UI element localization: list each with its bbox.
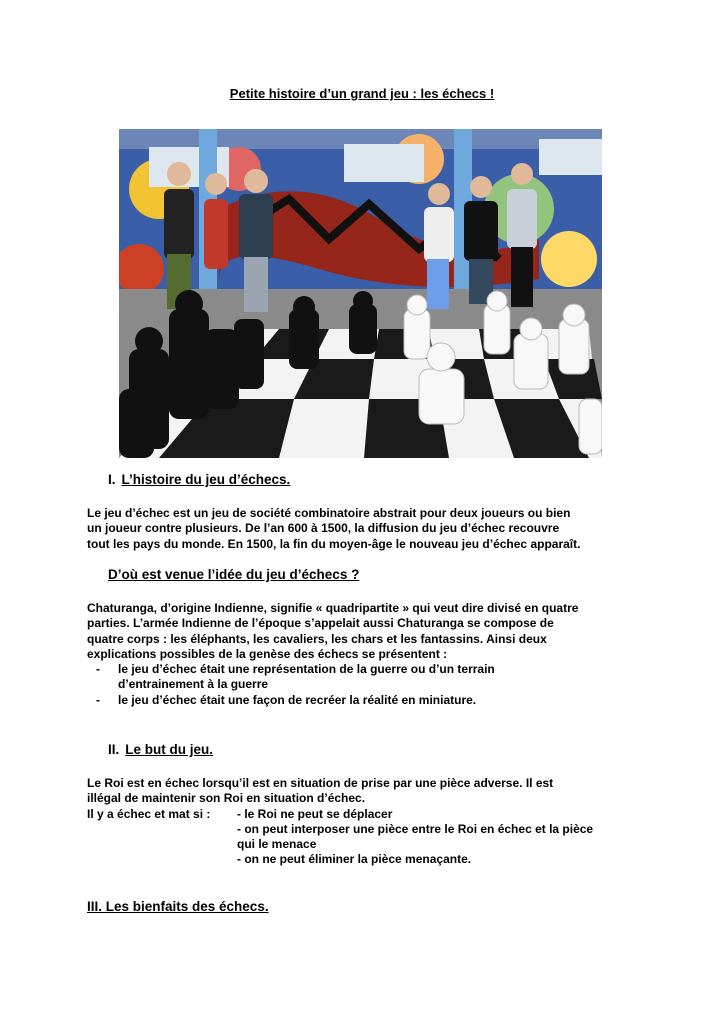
section-1b-title: D’où est venue l’idée du jeu d’échecs ? [108,567,360,582]
bullet-dash: - [96,662,100,676]
bullet-text: le jeu d’échec était une façon de recréer la réalité en miniature. [118,693,477,707]
section-1-title: L’histoire du jeu d’échecs. [121,472,291,487]
section-1-number: I. [108,472,116,487]
mat-item: - le Roi ne peut se déplacer [237,807,393,821]
section-1-heading [108,472,290,487]
mat-label: Il y a échec et mat si : [87,807,211,821]
paragraph-line: tout les pays du monde. En 1500, la fin du moyen-âge le nouveau jeu d’échec apparaît. [87,536,581,551]
section-2-paragraph [87,776,647,807]
bullet-text: le jeu d’échec était une représentation de la guerre ou d’un terrain [118,662,495,676]
section-2-number: II. [108,742,120,757]
section-2-heading [108,742,213,757]
bullet-text: d’entrainement à la guerre [118,677,269,692]
paragraph-line: Le jeu d’échec est un jeu de société combinatoire abstrait pour deux joueurs ou bien [87,506,571,520]
paragraph-line: explications possibles de la genèse des échecs se présentent : [87,647,448,662]
paragraph-line: un joueur contre plusieurs. De l’an 600 à 1500, la diffusion du jeu d’échec recouvre [87,521,560,536]
paragraph-line: quatre corps : les éléphants, les cavaliers, les chars et les fantassins. Ainsi deux [87,631,547,646]
section-2-title: Le but du jeu. [125,742,214,757]
paragraph-line: Chaturanga, d’origine Indienne, signifie « quadripartite » qui veut dire divisé en quatre [87,601,579,615]
section-1-paragraph [87,506,647,552]
mat-item: - on ne peut éliminer la pièce menaçante. [237,852,472,866]
paragraph-line: Le Roi est en échec lorsqu’il est en situation de prise par une pièce adverse. Il est [87,776,554,790]
section-1b-heading [108,567,359,582]
page-title: Petite histoire d’un grand jeu : les échecs ! [229,86,495,101]
mat-item: qui le menace [237,837,317,851]
section-3-heading [87,899,269,914]
mat-item: - on peut interposer une pièce entre le Roi en échec et la pièce [237,822,594,836]
chess-photo [119,129,602,458]
paragraph-line: illégal de maintenir son Roi en situation d’échec. [87,791,366,806]
section-1b-paragraph [87,601,647,663]
paragraph-line: parties. L’armée Indienne de l’époque s’appelait aussi Chaturanga se compose de [87,616,554,631]
bullet-dash: - [96,693,100,707]
section-3-title: III. Les bienfaits des échecs. [87,899,269,914]
